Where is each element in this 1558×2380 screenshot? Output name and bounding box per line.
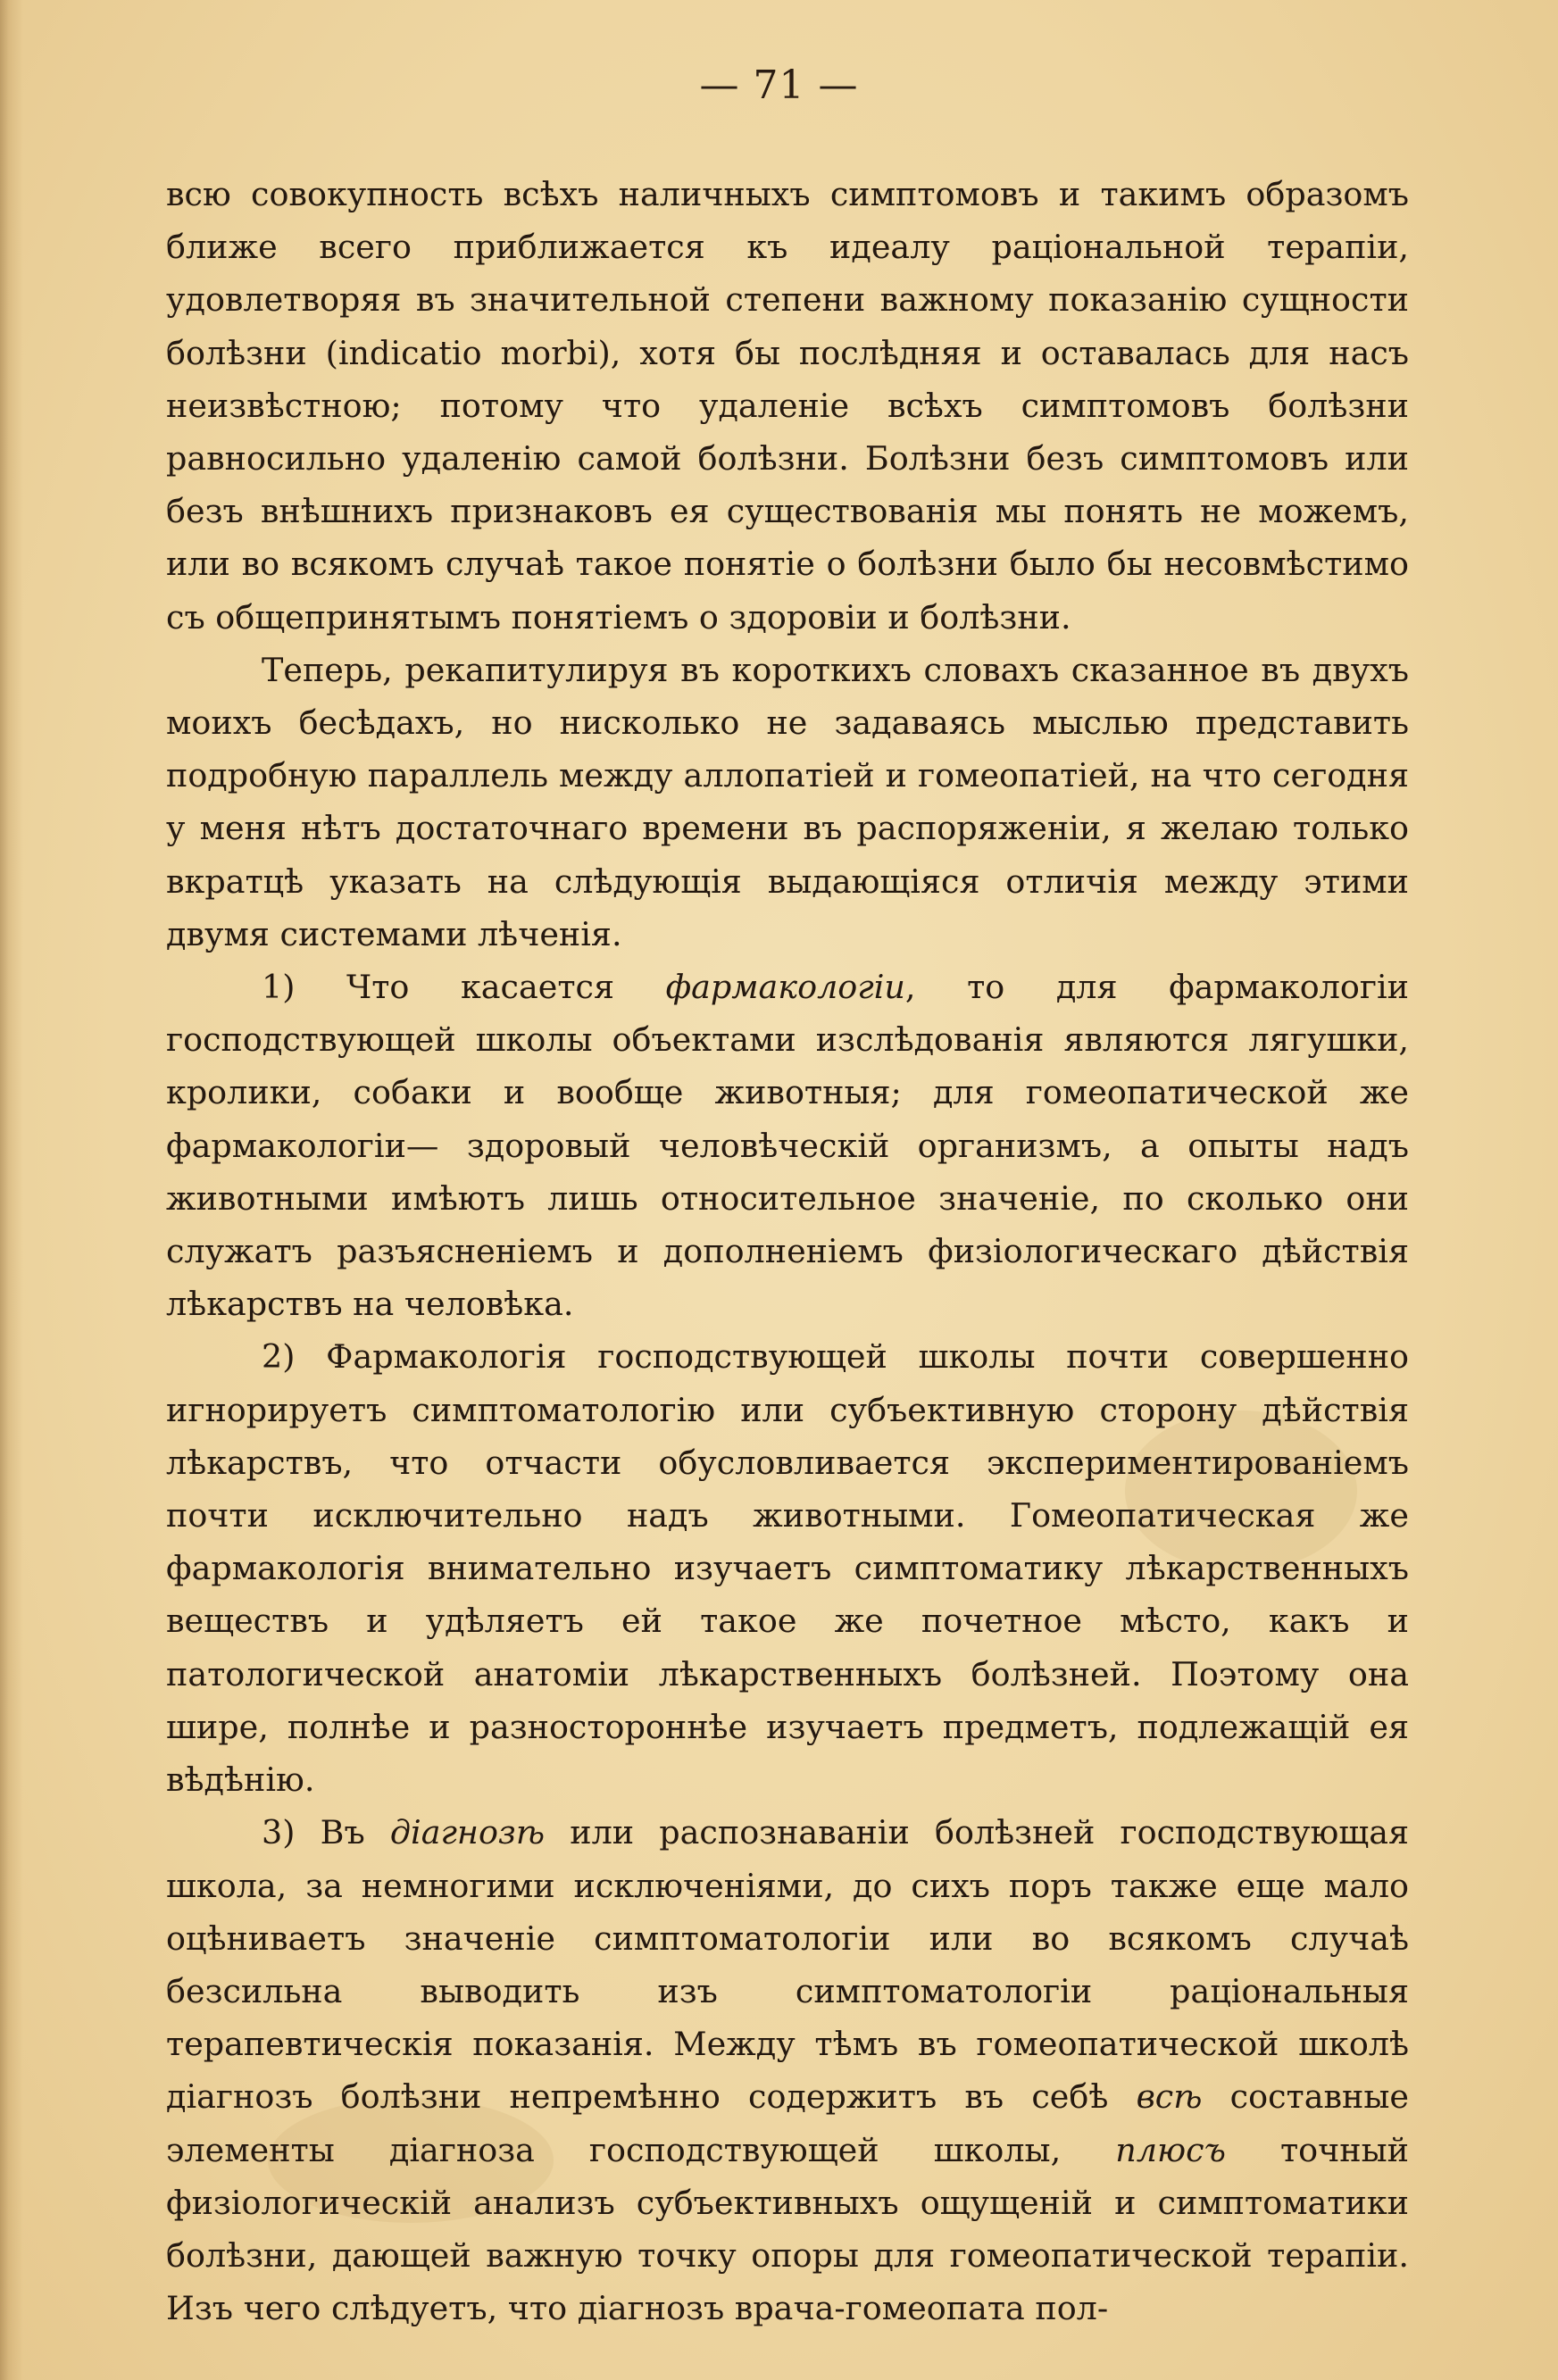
paragraph-text: , то для фармакологіи господствующей школы объектами изслѣдованія являются лягушки, кролики, собаки и вообще животныя; для гомеопатической же фармакологіи— здоровый человѣческій организмъ, а опыты надъ животными имѣютъ лишь относительное значеніе, по сколько они служатъ разъясненіемъ и дополненіемъ физіологическаго дѣйствія лѣкарствъ на человѣка. (166, 968, 1409, 1324)
emphasized-term: всѣ (1136, 2077, 1203, 2117)
body-text (166, 168, 1409, 2334)
paragraph-text: составные элементы діагноза господствующей школы, (166, 2077, 1410, 2169)
paragraph (166, 1330, 1409, 1806)
paragraph-text: 3) Въ (262, 1813, 390, 1852)
paragraph (166, 1806, 1409, 2334)
paragraph-text: всю совокупность всѣхъ наличныхъ симптомовъ и такимъ образомъ ближе всего приближается къ идеалу раціональной терапіи, удовлетворяя въ значительной степени важному показанію сущности болѣзни (indicatio morbi), хотя бы послѣдняя и оставалась для насъ неизвѣстною; потому что удаленіе всѣхъ симптомовъ болѣзни равносильно удаленію самой болѣзни. Болѣзни безъ симптомовъ или безъ внѣшнихъ признаковъ ея существованія мы понять не можемъ, или во всякомъ случаѣ такое понятіе о болѣзни было бы несовмѣстимо съ общепринятымъ понятіемъ о здоровіи и болѣзни. (166, 175, 1409, 637)
paragraph-text: 1) Что касается (262, 968, 666, 1007)
paragraph-text: или распознаваніи болѣзней господствующая школа, за немногими исключеніями, до сихъ поръ также еще мало оцѣниваетъ значеніе симптоматологіи или во всякомъ случаѣ безсильна выводить изъ симптоматологіи раціональныя терапевтическія показанія. Между тѣмъ въ гомеопатической школѣ діагнозъ болѣзни непремѣнно содержитъ въ себѣ (166, 1813, 1409, 2117)
paragraph-text: Теперь, рекапитулируя въ короткихъ словахъ сказанное въ двухъ моихъ бесѣдахъ, но нисколько не задаваясь мыслью представить подробную параллель между аллопатіей и гомеопатіей, на что сегодня у меня нѣтъ достаточнаго времени въ распоряженіи, я желаю только вкратцѣ указать на слѣдующія выдающіяся отличія между этими двумя системами лѣченія. (166, 650, 1409, 953)
paragraph (166, 644, 1409, 961)
emphasized-term: діагнозѣ (389, 1813, 546, 1852)
emphasized-term: плюсъ (1115, 2130, 1226, 2169)
paragraph (166, 961, 1409, 1330)
emphasized-term: фармакологіи (665, 968, 905, 1007)
paragraph (166, 168, 1409, 644)
paragraph-text: 2) Фармакологія господствующей школы почти совершенно игнорируетъ симптоматологію или субъективную сторону дѣйствія лѣкарствъ, что отчасти обусловливается экспериментированіемъ почти исключительно надъ животными. Гомеопатическая же фармакологія внимательно изучаетъ симптоматику лѣкарственныхъ веществъ и удѣляетъ ей такое же почетное мѣсто, какъ и патологической анатоміи лѣкарственныхъ болѣзней. Поэтому она шире, полнѣе и разностороннѣе изучаетъ предметъ, подлежащій ея вѣдѣнію. (166, 1337, 1409, 1800)
paragraph-text: точный физіологическій анализъ субъективныхъ ощущеній и симптоматики болѣзни, дающей важную точку опоры для гомеопатической терапіи. Изъ чего слѣдуетъ, что діагнозъ врача-гомеопата пол- (166, 2130, 1409, 2328)
page-number: — 71 — (699, 62, 859, 108)
